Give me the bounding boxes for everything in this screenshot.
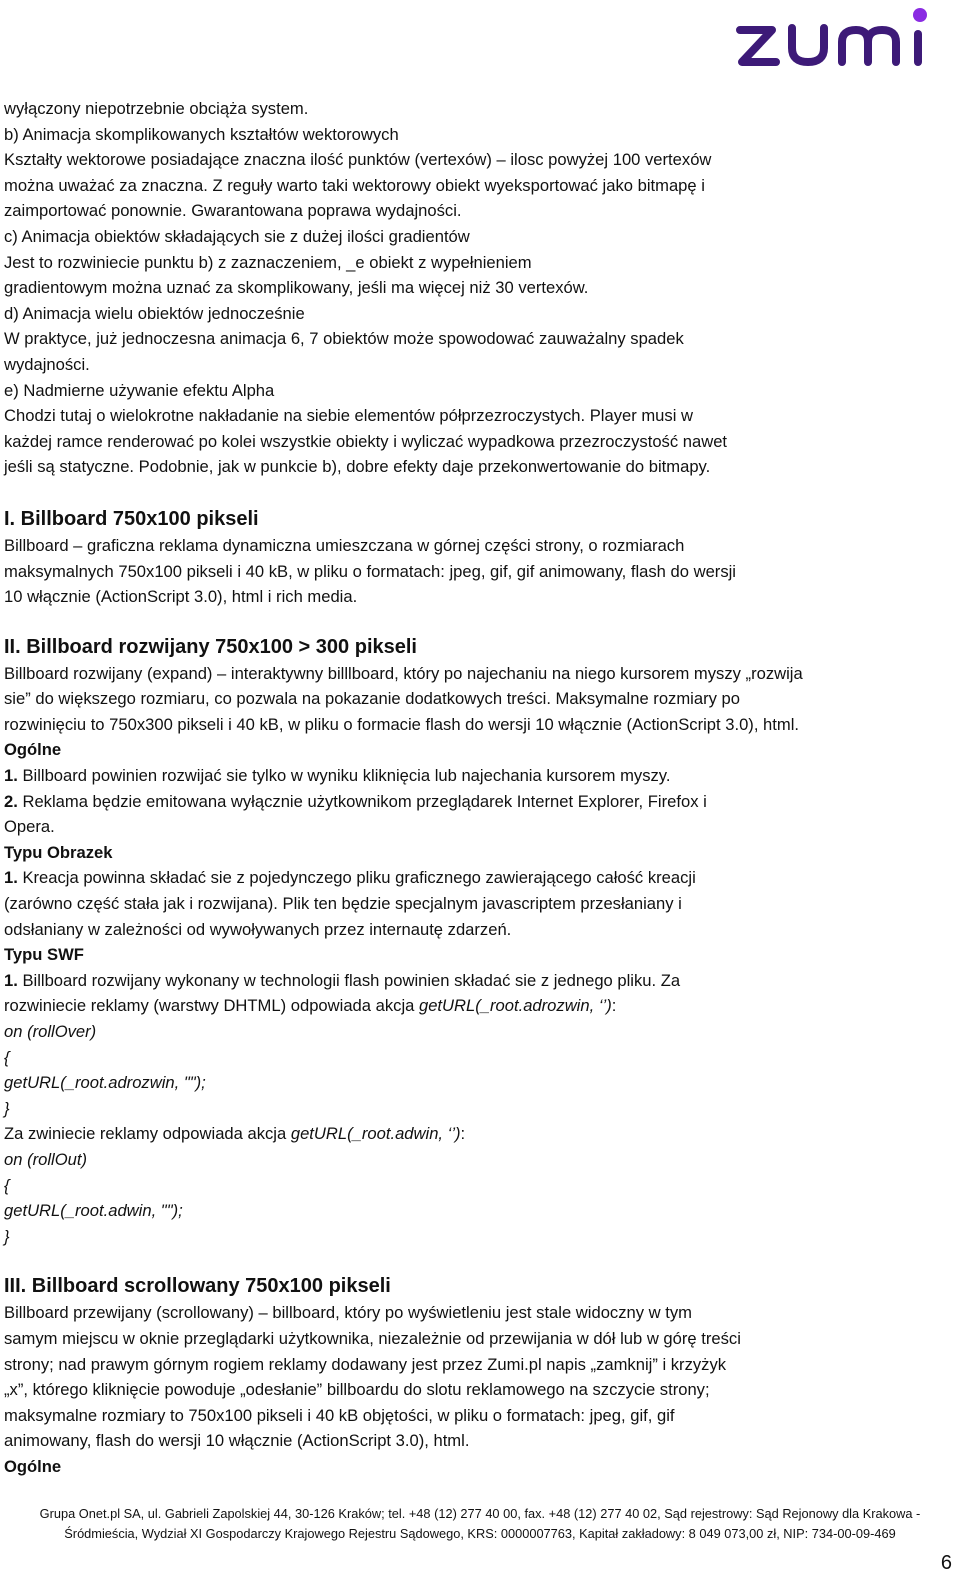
- text-line: 10 włącznie (ActionScript 3.0), html i rich media.: [4, 587, 358, 607]
- text-line: Billboard rozwijany (expand) – interaktywny billlboard, który po najechaniu na niego kursorem myszy „rozwija: [4, 663, 803, 683]
- text-line: [4, 993, 952, 1019]
- subheading-ogolne: Ogólne: [4, 1456, 62, 1476]
- subheading-e: e) Nadmierne używanie efektu Alpha: [4, 380, 275, 400]
- section-heading-billboard-rozwijany: II. Billboard rozwijany 750x100 > 300 pikseli: [4, 635, 417, 658]
- text-line: samym miejscu w oknie przeglądarki użytkownika, niezależnie od przewijania w dół lub w górę treści: [4, 1328, 741, 1348]
- text-line: animowany, flash do wersji 10 włącznie (ActionScript 3.0), html.: [4, 1431, 470, 1451]
- text-line: rozwinięciu to 750x300 pikseli i 40 kB, w pliku o formacie flash do wersji 10 włącznie (ActionScript 3.0), html.: [4, 714, 800, 734]
- list-text: Billboard powinien rozwijać sie tylko w wyniku kliknięcia lub najechania kursorem myszy.: [17, 766, 671, 786]
- subheading-typu-obrazek: Typu Obrazek: [4, 842, 113, 862]
- text-line: Opera.: [4, 817, 55, 837]
- document-body: [4, 96, 952, 1480]
- text-line: zaimportować ponownie. Gwarantowana poprawa wydajności.: [4, 201, 462, 221]
- subheading-c: c) Animacja obiektów składających sie z dużej ilości gradientów: [4, 226, 470, 246]
- list-text: Billboard rozwijany wykonany w technologii flash powinien składać sie z jednego pliku. Za: [17, 970, 681, 990]
- code-inline: getURL(_root.adwin, ‘’): [290, 1124, 461, 1144]
- list-number: 2.: [4, 791, 18, 811]
- text-line: maksymalne rozmiary to 750x100 pikseli i 40 kB objętości, w pliku o formatach: jpeg, gif, gif: [4, 1405, 675, 1425]
- text-line: (zarówno część stała jak i rozwijana). Plik ten będzie specjalnym javascriptem przesłaniany i: [4, 894, 682, 914]
- list-item: [4, 763, 952, 789]
- text-line: Billboard – graficzna reklama dynamiczna umieszczana w górnej części strony, o rozmiarach: [4, 535, 685, 555]
- text-line: wydajności.: [4, 354, 90, 374]
- code-line: getURL(_root.adrozwin, "");: [4, 1073, 206, 1093]
- text-line: „x”, którego kliknięcie powoduje „odesłanie” billboardu do slotu reklamowego na szczycie strony;: [4, 1380, 710, 1400]
- list-text: Reklama będzie emitowana wyłącznie użytkownikom przeglądarek Internet Explorer, Firefox i: [17, 791, 707, 811]
- text-span: :: [460, 1124, 466, 1144]
- subheading-typu-swf: Typu SWF: [4, 945, 84, 965]
- text-line: strony; nad prawym górnym rogiem reklamy dodawany jest przez Zumi.pl napis „zamknij” i krzyżyk: [4, 1354, 727, 1374]
- code-line: }: [4, 1226, 10, 1246]
- page-footer: [0, 1504, 960, 1544]
- text-line: Chodzi tutaj o wielokrotne nakładanie na siebie elementów półprzezroczystych. Player musi w: [4, 406, 693, 426]
- code-line: {: [4, 1047, 10, 1067]
- text-span: Za zwiniecie reklamy odpowiada akcja: [4, 1124, 291, 1144]
- code-inline: getURL(_root.adrozwin, ‘’): [418, 996, 612, 1016]
- code-line: getURL(_root.adwin, "");: [4, 1201, 183, 1221]
- list-item: [4, 865, 952, 891]
- text-line: [4, 1121, 952, 1147]
- zumi-logo: [736, 4, 942, 68]
- text-line: można uważać za znaczna. Z reguły warto taki wektorowy obiekt wyeksportować jako bitmapę i: [4, 175, 705, 195]
- text-line: Kształty wektorowe posiadające znaczna ilość punktów (vertexów) – ilosc powyżej 100 vertexów: [4, 150, 712, 170]
- list-number: 1.: [4, 970, 18, 990]
- code-line: {: [4, 1175, 10, 1195]
- subheading-ogolne: Ogólne: [4, 740, 62, 760]
- text-line: maksymalnych 750x100 pikseli i 40 kB, w pliku o formatach: jpeg, gif, gif animowany, flash do wersji: [4, 561, 736, 581]
- code-line: on (rollOut): [4, 1149, 87, 1169]
- list-number: 1.: [4, 766, 18, 786]
- text-line: każdej ramce renderować po kolei wszystkie obiekty i wyliczać wypadkowa przezroczystość nawet: [4, 431, 728, 451]
- list-item: [4, 968, 952, 994]
- section-heading-billboard-scrollowany: III. Billboard scrollowany 750x100 pikseli: [4, 1275, 391, 1298]
- list-number: 1.: [4, 868, 18, 888]
- section-heading-billboard: I. Billboard 750x100 pikseli: [4, 507, 259, 530]
- code-line: }: [4, 1098, 10, 1118]
- text-line: Jest to rozwiniecie punktu b) z zaznaczeniem, _e obiekt z wypełnieniem: [4, 252, 532, 272]
- text-line: Billboard przewijany (scrollowany) – billboard, który po wyświetleniu jest stale widoczny w tym: [4, 1303, 692, 1323]
- text-line: jeśli są statyczne. Podobnie, jak w punkcie b), dobre efekty daje przekonwertowanie do bitmapy.: [4, 457, 711, 477]
- footer-line: Śródmieścia, Wydział XI Gospodarczy Krajowego Rejestru Sądowego, KRS: 0000007763, Kapitał zakładowy: 8 049 073,00 zł, NIP: 734-00-09-469: [64, 1526, 896, 1541]
- text-line: odsłaniany w zależności od wywoływanych przez internautę zdarzeń.: [4, 919, 512, 939]
- code-line: on (rollOver): [4, 1022, 97, 1041]
- text-span: :: [611, 996, 617, 1016]
- list-item: [4, 789, 952, 815]
- text-line: W praktyce, już jednoczesna animacja 6, 7 obiektów może spowodować zauważalny spadek: [4, 329, 684, 349]
- page-number: 6: [940, 1552, 952, 1574]
- text-line: sie” do większego rozmiaru, co pozwala na pokazanie dodatkowych treści. Maksymalne rozmiary po: [4, 689, 740, 709]
- subheading-b: b) Animacja skomplikowanych kształtów wektorowych: [4, 124, 399, 144]
- text-span: rozwiniecie reklamy (warstwy DHTML) odpowiada akcja: [4, 996, 419, 1016]
- text-line: wyłączony niepotrzebnie obciąża system.: [4, 99, 309, 118]
- list-text: Kreacja powinna składać sie z pojedynczego pliku graficznego zawierającego całość kreacji: [17, 868, 696, 888]
- text-line: gradientowym można uznać za skomplikowany, jeśli ma więcej niż 30 vertexów.: [4, 278, 589, 298]
- footer-line: Grupa Onet.pl SA, ul. Gabrieli Zapolskiej 44, 30-126 Kraków; tel. +48 (12) 277 40 00, fax. +48 (12) 277 40 02, Sąd rejestrowy: Sąd Rejonowy dla Krakowa -: [39, 1506, 921, 1521]
- subheading-d: d) Animacja wielu obiektów jednocześnie: [4, 303, 305, 323]
